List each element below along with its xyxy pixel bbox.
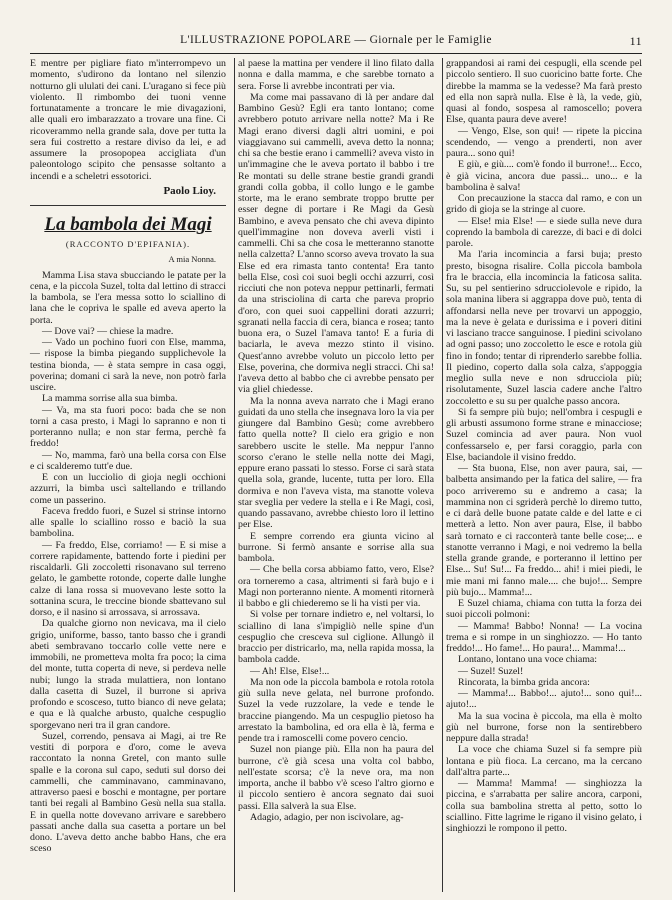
paragraph: E Suzel chiama, chiama con tutta la forza dei suoi piccoli polmoni:	[446, 598, 642, 621]
intro-text	[30, 58, 226, 182]
paragraph: Si volse per tornare indietro e, nel voltarsi, lo sciallino di lana s'impigliò nelle spine d'un cespuglio che cresceva sul ciglione. Allungò il braccio per districarlo, ma, nella rapida mossa, la bambola cadde.	[238, 609, 434, 666]
author-signature: Paolo Lioy.	[163, 184, 216, 197]
paragraph: grappandosi ai rami dei cespugli, ella scende pel piccolo sentiero. Il suo cuoricino batte forte. Che direbbe la mamma se la vedesse? Ma farà presto ed ella non saprà nulla. Else è là, la vede, giù, quasi al fondo, sospesa al ramoscello; povera Else, quanta paura deve avere!	[446, 58, 642, 126]
paragraph: Ma non ode la piccola bambola e rotola rotola giù sulla neve gelata, nel burrone profondo. Suzel la vede ruzzolare, la vede e tende le braccine piangendo. Ma un cespuglio pietoso ha arrestato la bambolina, ed ora ella è là, ferma e pende tra i ramoscelli come povero cencio.	[238, 676, 434, 744]
paragraph: Suzel non piange più. Ella non ha paura del burrone, c'è già scesa una volta col babbo, nell'estate scorsa; c'è la neve ora, ma non importa, anche il babbo v'è sceso l'altro giorno e il piccolo sentiero è ancora segnato dai suoi passi. Ella salverà la sua Else.	[238, 744, 434, 812]
header-title: L'ILLUSTRAZIONE POPOLARE — Giornale per le Famiglie	[180, 34, 492, 46]
column-1	[30, 58, 226, 855]
paragraph: — Vado un pochino fuori con Else, mamma, — rispose la bimba piegando supplichevole la testina bionda, — è stata sempre in casa oggi, poverina; domani ci sarà la neve, non potrò farla uscire.	[30, 337, 226, 393]
section-divider	[30, 205, 226, 206]
paragraph: Ma la nonna aveva narrato che i Magi erano guidati da uno stella che insegnava loro la via per giungere dal Bambino Gesù; come avrebbero fatto quella notte? Il cielo era grigio e non sarebbero uscite le stelle. Ma neppur l'anno scorso c'erano le stelle nella notte dei Magi, eppure erano passati lo stesso. Forse ci sarà stata quella sola, grande, lucente, tutta per loro. Ella dormiva e non l'aveva vista, ma stanotte voleva star sveglia per vedere la stella e i Re Magi, così, quando passavano, avrebbe chiesto loro il lettino per Else.	[238, 395, 434, 531]
paragraph: — Mamma! Babbo! Nonna! — La vocina trema e si rompe in un singhiozzo. — Ho tanto freddo!... Ho fame!... Ho paura!... Mamma!...	[446, 620, 642, 654]
paragraph: — Ah! Else, Else!...	[250, 665, 330, 677]
paragraph: — Dove vai? — chiese la madre.	[42, 325, 174, 337]
paragraph: La voce che chiama Suzel si fa sempre più lontana e più fioca. La cercano, ma la cercano dall'altra parte...	[446, 744, 642, 778]
paragraph: Suzel, correndo, pensava ai Magi, ai tre Re vestiti di porpora e d'oro, come le aveva raccontato la nonna Gretel, con manto sulle spalle e la corona sul capo, seduti sul dorso dei cammelli, che camminavano, camminavano, attraverso paesi e boschi e montagne, per portare tanti bei regali al Bambino Gesù nella sua stalla. E in quella notte dovevano arrivare e sarebbero passati anche dalla sua casetta a portare un bel dono. L'aveva detto anche babbo Hans, che era sceso	[30, 730, 226, 855]
story-body	[238, 58, 434, 823]
paragraph: Mamma Lisa stava sbucciando le patate per la cena, e la piccola Suzel, tolta dal lettino di stracci la bambola, se l'era messa sotto lo sciallino di lana che le copriva le spalle ed aveva aperto la porta.	[30, 269, 226, 326]
paragraph: Ma l'aria incomincia a farsi buja; presto presto, bisogna risalire. Colla piccola bambola fra le braccia, ella incomincia la faticosa salita. Su, su pel sentierino sdrucciolevole e ripido, la sola manina libera si aggrappa dove può, tenta di affondarsi nella neve per trovarvi un appoggio, ma la neve è gelata e durissima e i poveri ditini vi lasciano tracce sanguinose. I piedini scivolano ad ogni passo; uno zoccoletto le esce e rotola giù fino in fondo; tentar di riprenderlo sarebbe follia. Il piedino, coperto dalla sola calza, s'appoggia meglio sulla neve e non sdrucciola più; risolutamente, Suzel lascia cadere anche l'altro zoccoletto e su su per qualche passo ancora.	[446, 249, 642, 407]
column-divider	[442, 58, 443, 892]
header-rule	[30, 53, 642, 54]
dedication: A mia Nonna.	[168, 254, 216, 265]
paragraph: — Mamma! Mamma! — singhiozza la piccina, e s'arrabatta per salire ancora, carponi, colla sua bambolina stretta al petto, sotto lo sciallino. Fitte lagrime le rigano il visino gelato, i singhiozzi le rompono il petto.	[446, 778, 642, 834]
paragraph: Adagio, adagio, per non iscivolare, ag-	[250, 811, 404, 823]
paragraph: Con precauzione la stacca dal ramo, e con un grido di gioja se la stringe al cuore.	[446, 193, 642, 216]
paragraph: — Vengo, Else, son qui! — ripete la piccina scendendo, — vengo a prenderti, non aver paura... sono qui!	[446, 125, 642, 159]
paragraph: Ma come mai passavano di là per andare dal Bambino Gesù? Egli era tanto lontano; come avrebbero potuto arrivare nella notte? Ma i Re Magi erano diversi dagli altri uomini, e poi viaggiavano sui cammelli, aveva detto la nonna; chi sa che bestie erano i cammelli? aveva visto in un'immagine che le aveva portato il babbo i tre Re montati su delle strane bestie grandi grandi grandi colla gobba, il collo lungo e le gambe storte, ma le erano sembrate troppo brutte per esser degne di portare i Re Magi da Gesù Bambino, e aveva pensato che chi aveva dipinto quell'immagine non doveva averli visti i cammelli. Chi sa che cosa le metteranno stanotte nella calzetta? L'anno scorso aveva trovato la sua Else ed era rimasta tanto contenta! Era tanto bella Else, così coi suoi begli occhi azzurri, così ricciuti che non poteva neppur pettinarli, fermati da una strisciolina di carta che pareva proprio d'oro, con quei suoi cappellini dorati azzurri; sgranati nella faccia di cera, bianca e rosea; tanto buona era, o Suzel l'amava tanto! E a furia di baciarla, le aveva mezzo stinto il visino. Quest'anno avrebbe voluto un piccolo letto per Else, poverina, che dormiva negli stracci. Chi sa! l'aveva detto al babbo che ci avrebbe pensato per via gliel chiedesse.	[238, 91, 434, 396]
paragraph: — Suzel! Suzel!	[458, 665, 524, 677]
running-header	[30, 34, 642, 50]
paragraph: Rincorata, la bimba grida ancora:	[458, 676, 590, 688]
paragraph: Si fa sempre più bujo; nell'ombra i cespugli e gli arbusti assumono forme strane e minacciose; Suzel comincia ad aver paura. Non vuol confessarselo e, per farsi coraggio, parla con Else, baciandole il visino freddo.	[446, 406, 642, 463]
story-body	[446, 58, 642, 834]
paragraph: E giù, e giù.... com'è fondo il burrone!... Ecco, è già vicina, ancora due passi... uno... e la bambolina è salva!	[446, 159, 642, 193]
paragraph: Lontano, lontano una voce chiama:	[458, 654, 598, 666]
paragraph: Faceva freddo fuori, e Suzel si strinse intorno alle spalle lo sciallino rosso e baciò la sua bambolina.	[30, 505, 226, 540]
paragraph: Da qualche giorno non nevicava, ma il cielo grigio, uniforme, basso, tanto basso che i grandi abeti sembravano toccarlo colle vette nere e immobili, ne prometteva molta fra poco; la cima del monte, tutta coperta di neve, si perdeva nelle nubi; lungo la strada mulattiera, non lontano dalla casetta di Suzel, il burrone si apriva profondo e scosceso, tutto bianco di neve gelata; e qua e là qualche arbusto, qualche cespuglio sporgevano neri tra il gran candore.	[30, 618, 226, 731]
paragraph: E con un lucciolio di gioja negli occhioni azzurri, la bimba uscì saltellando e trillando come un passerino.	[30, 472, 226, 506]
column-divider	[234, 58, 235, 892]
paragraph: — Mamma!... Babbo!... ajuto!... sono qui!... ajuto!...	[446, 688, 642, 711]
paragraph: E mentre per pigliare fiato m'interrompevo un momento, s'udirono da lontano nel silenzio notturno gli ululati dei cani. L'uragano si fece più violento. Il rimbombo dei tuoni venne fortunatamente a troncare le mie divagazioni, alle quali ero imbarazzato a trovare una fine. Ci ricoverammo nella grande sala, dove per tutta la sera fui costretto a restare diviso da lei, e ad assumere la prosopopea accigliata d'un paleontologo scipito che pensasse soltanto a incendi e a scheletri essotorici.	[30, 58, 226, 182]
page-number: 11	[629, 34, 642, 48]
story-subtitle: (RACCONTO D'EPIFANIA).	[65, 239, 191, 249]
paragraph: — Sta buona, Else, non aver paura, sai, — balbetta ansimando per la fatica del salire, — fra poco arriveremo su e andremo a casa; la mammina non ci sgriderà perchè lo diremo tutto, e ci darà delle buone patate calde e del latte e ci metterà a letto. Non aver paura, Else, il babbo sarà tornato e ci racconterà tante belle cose;... e stanotte verranno i Magi, e noi vedremo la bella stella grande grande, e porteranno il lettino per Else... Su! Su!... Fa freddo... ahi! i miei piedi, le mie mani mi fanno male.... che bujo!... Sempre più bujo... Mamma!...	[446, 463, 642, 598]
column-2	[238, 58, 434, 823]
paragraph: al paese la mattina per vendere il lino filato dalla nonna e dalla mamma, e che sarebbe tornato a sera. Forse li avrebbe incontrati per via.	[238, 58, 434, 92]
paragraph: — Fa freddo, Else, corriamo! — E si mise a correre rapidamente, battendo forte i piedini per riscaldarli. Gli zoccoletti risonavano sul terreno gelato, le gambette rotonde, coperte dalle lunghe calze di lana rossa si muovevano leste sotto la sottanina scura, le treccine bionde sbattevano sul dorso, e il nasino si arrossava, si arrossava.	[30, 539, 226, 618]
paragraph: — Va, ma sta fuori poco: bada che se non torni a casa presto, i Magi lo sapranno e non ti porteranno nulla; e non star ferma, perchè fa freddo!	[30, 404, 226, 450]
story-body	[30, 270, 226, 855]
paragraph: La mamma sorrise alla sua bimba.	[42, 393, 178, 405]
paragraph: E sempre correndo era giunta vicino al burrone. Si fermò ansante e sorrise alla sua bambola.	[238, 530, 434, 564]
paragraph: — Che bella corsa abbiamo fatto, vero, Else? ora torneremo a casa, altrimenti si farà bujo e i Magi non porteranno niente. A momenti ritornerà il babbo e gli chiederemo se li ha visti per via.	[238, 564, 434, 609]
paragraph: — No, mamma, farò una bella corsa con Else e ci scalderemo tutt'e due.	[30, 449, 226, 472]
story-title: La bambola dei Magi	[44, 214, 212, 235]
column-3	[446, 58, 642, 834]
paragraph: — Else! mia Else! — e siede sulla neve dura coprendo la bambola di carezze, di baci e di dolci parole.	[446, 215, 642, 249]
paragraph: Ma la sua vocina è piccola, ma ella è molto giù nel burrone, forse non la sentirebbero neppure dalla strada!	[446, 710, 642, 744]
